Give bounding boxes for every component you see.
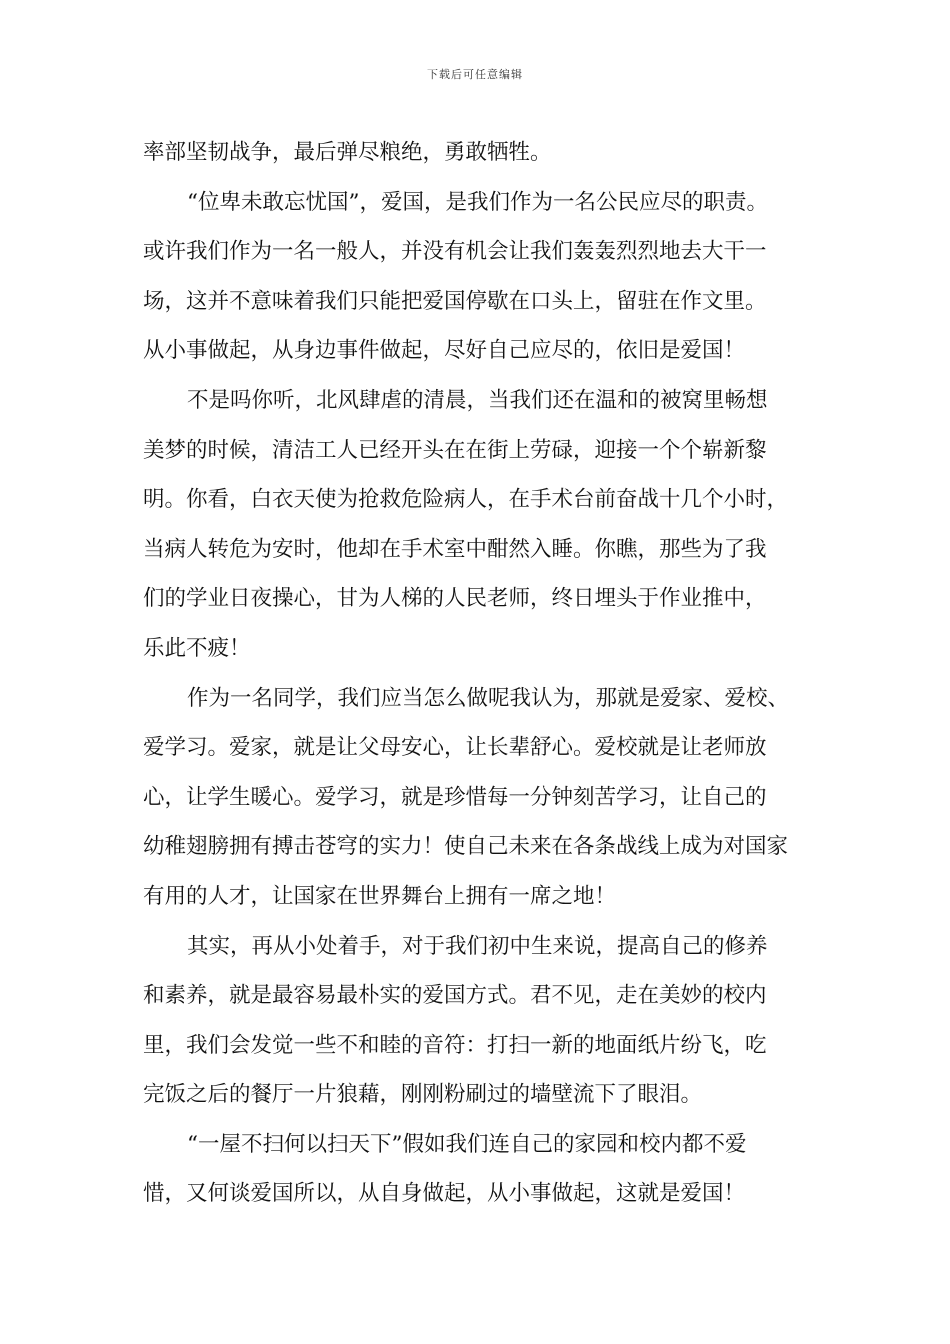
document-body	[143, 128, 813, 1219]
text-line: 惜，又何谈爱国所以，从自身做起，从小事做起，这就是爱国！	[143, 1181, 746, 1207]
paragraph-start-line: 不是吗你听，北风肆虐的清晨，当我们还在温和的被窝里畅想	[187, 387, 768, 413]
text-line: 场，这并不意味着我们只能把爱国停歇在口头上，留驻在作文里。	[143, 288, 767, 314]
text-line: 率部坚韧战争，最后弹尽粮绝，勇敢牺牲。	[143, 140, 552, 165]
text-line: 或许我们作为一名一般人，并没有机会让我们轰轰烈烈地去大干一	[143, 239, 767, 265]
text-line: 从小事做起，从身边事件做起，尽好自己应尽的，依旧是爱国！	[143, 338, 746, 364]
text-line: 里，我们会发觉一些不和睦的音符：打扫一新的地面纸片纷飞，吃	[143, 1032, 767, 1058]
text-line: 心，让学生暖心。爱学习，就是珍惜每一分钟刻苦学习，让自己的	[143, 784, 767, 810]
text-line: 完饭之后的餐厅一片狼藉，刚刚粉刷过的墙壁流下了眼泪。	[143, 1082, 703, 1108]
text-line: 当病人转危为安时，他却在手术室中酣然入睡。你瞧，那些为了我	[143, 536, 767, 562]
page-header-note: 下载后可任意编辑	[427, 68, 523, 81]
paragraph-start-line: 作为一名同学，我们应当怎么做呢我认为，那就是爱家、爱校、	[187, 685, 790, 711]
paragraph-start-line: “位卑未敢忘忧国”，爱国，是我们作为一名公民应尽的职责。	[187, 189, 768, 215]
paragraph-start-line: 其实，再从小处着手，对于我们初中生来说，提高自己的修养	[187, 933, 768, 959]
text-line: 有用的人才，让国家在世界舞台上拥有一席之地！	[143, 883, 617, 909]
text-line: 和素养，就是最容易最朴实的爱国方式。君不见，走在美妙的校内	[143, 983, 767, 1009]
text-line: 们的学业日夜操心，甘为人梯的人民老师，终日埋头于作业推中，	[143, 586, 767, 612]
text-line: 幼稚翅膀拥有搏击苍穹的实力！使自己未来在各条战线上成为对国家	[143, 834, 789, 860]
text-line: 爱学习。爱家，就是让父母安心，让长辈舒心。爱校就是让老师放	[143, 735, 767, 761]
text-line: 明。你看，白衣天使为抢救危险病人，在手术台前奋战十几个小时，	[143, 487, 789, 513]
paragraph-start-line: “一屋不扫何以扫天下”假如我们连自己的家园和校内都不爱	[187, 1131, 747, 1157]
text-line: 美梦的时候，清洁工人已经开头在在街上劳碌，迎接一个个崭新黎	[143, 437, 767, 463]
text-line: 乐此不疲！	[143, 635, 251, 661]
